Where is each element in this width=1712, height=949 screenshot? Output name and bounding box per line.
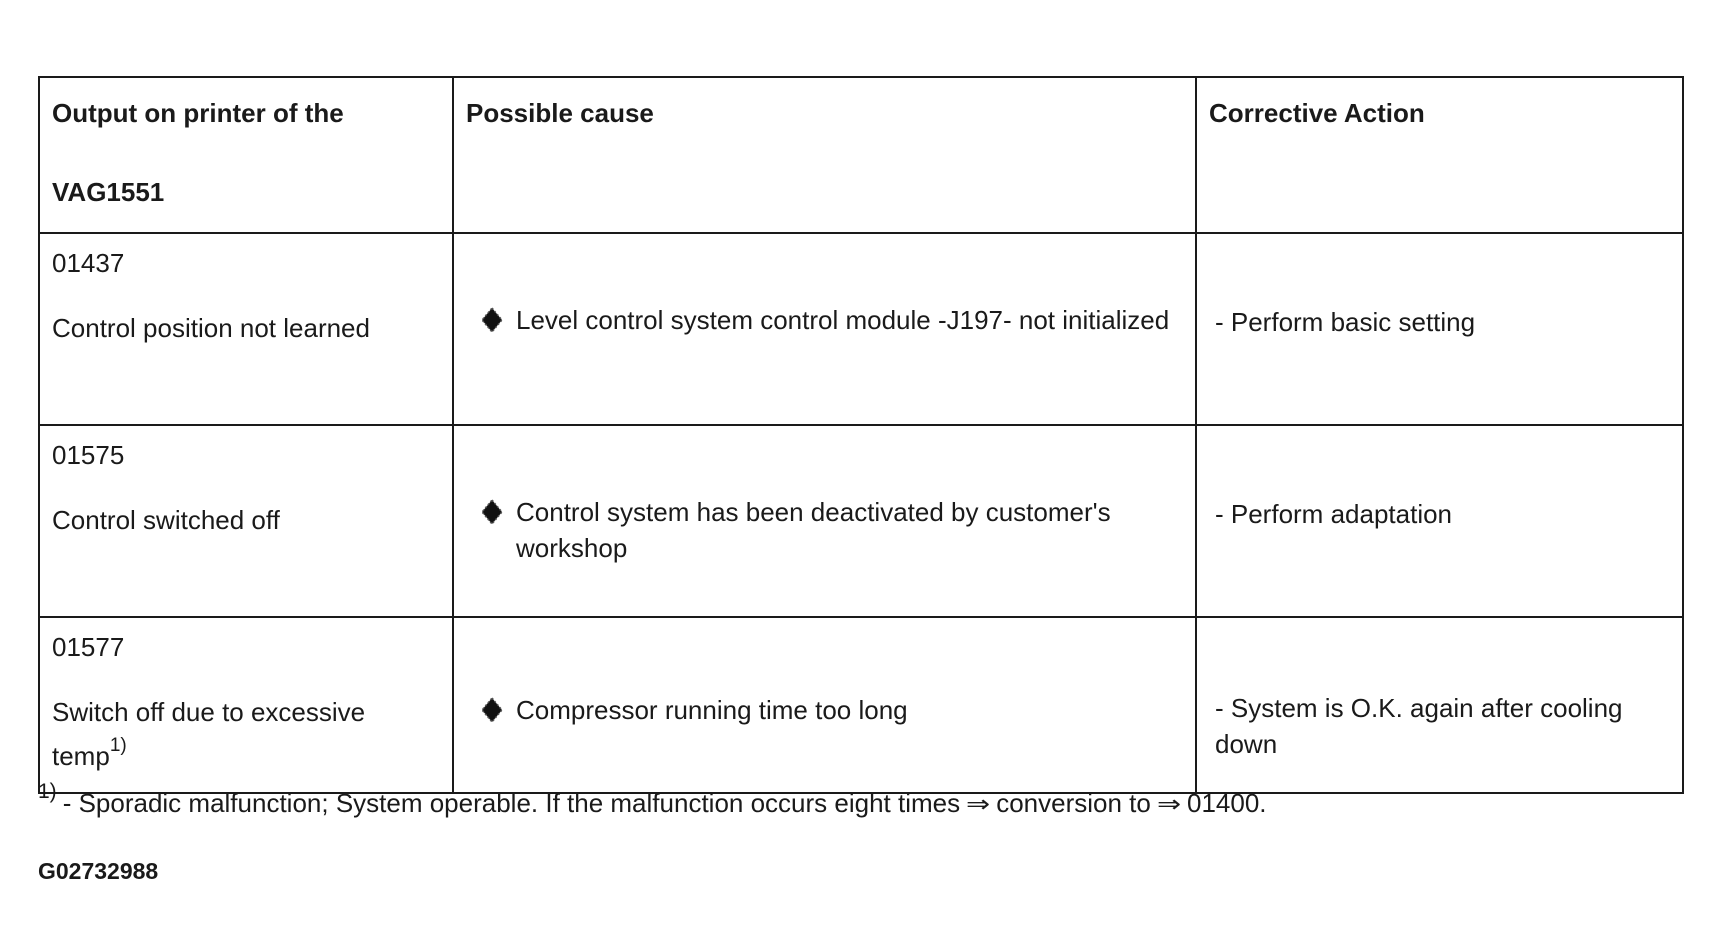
figure-id: G02732988: [38, 858, 159, 884]
action-cell: [1196, 425, 1683, 617]
action-cell: [1196, 233, 1683, 425]
cause-text: Control system has been deactivated by customer's workshop: [516, 497, 1111, 563]
table-row: [39, 425, 1683, 617]
fault-code: 01437: [52, 248, 125, 278]
action-text: - System is O.K. again after cooling down: [1215, 693, 1623, 759]
cause-cell: [453, 233, 1196, 425]
action-text: - Perform adaptation: [1215, 499, 1453, 529]
fault-code: 01577: [52, 632, 125, 662]
footnote-text-part2: conversion to: [996, 788, 1151, 818]
table-row: [39, 617, 1683, 793]
header-cause-label: Possible cause: [466, 98, 654, 128]
table-row: [39, 233, 1683, 425]
fault-description: [40, 278, 452, 350]
output-cell: [39, 617, 453, 793]
header-possible-cause: [453, 77, 1196, 233]
diamond-bullet-icon: [478, 494, 516, 530]
header-action-label: Corrective Action: [1209, 98, 1425, 128]
action-text: - Perform basic setting: [1215, 307, 1476, 337]
footnote-text-part1: - Sporadic malfunction; System operable. If the malfunction occurs eight times: [62, 788, 961, 818]
fault-description-text: Control position not learned: [52, 313, 370, 343]
footnote: [38, 780, 1267, 819]
footnote-reference: 1): [109, 735, 127, 756]
cause-cell: [453, 425, 1196, 617]
fault-description: [40, 470, 452, 542]
fault-description-text: Control switched off: [52, 505, 280, 535]
output-cell: [39, 425, 453, 617]
cause-cell: [453, 617, 1196, 793]
fault-code-table: [38, 76, 1684, 794]
diamond-bullet-icon: [478, 302, 516, 338]
fault-description: [40, 662, 452, 778]
cause-text: Level control system control module -J197- not initialized: [516, 305, 1170, 335]
footnote-text-part3: 01400.: [1186, 788, 1267, 818]
output-cell: [39, 233, 453, 425]
footnote-marker: 1): [38, 780, 57, 803]
header-output-line1: Output on printer of the: [52, 98, 344, 128]
double-arrow-right-icon: ⇒: [966, 790, 991, 818]
header-output-line2: VAG1551: [52, 177, 165, 207]
fault-code: 01575: [52, 440, 125, 470]
fault-description-text: Switch off due to excessive temp: [52, 697, 366, 771]
diamond-bullet-icon: [478, 692, 516, 728]
header-output-on-printer: [39, 77, 453, 233]
double-arrow-right-icon: ⇒: [1156, 790, 1181, 818]
cause-text: Compressor running time too long: [516, 695, 908, 725]
table-header-row: [39, 77, 1683, 233]
action-cell: [1196, 617, 1683, 793]
header-corrective-action: [1196, 77, 1683, 233]
